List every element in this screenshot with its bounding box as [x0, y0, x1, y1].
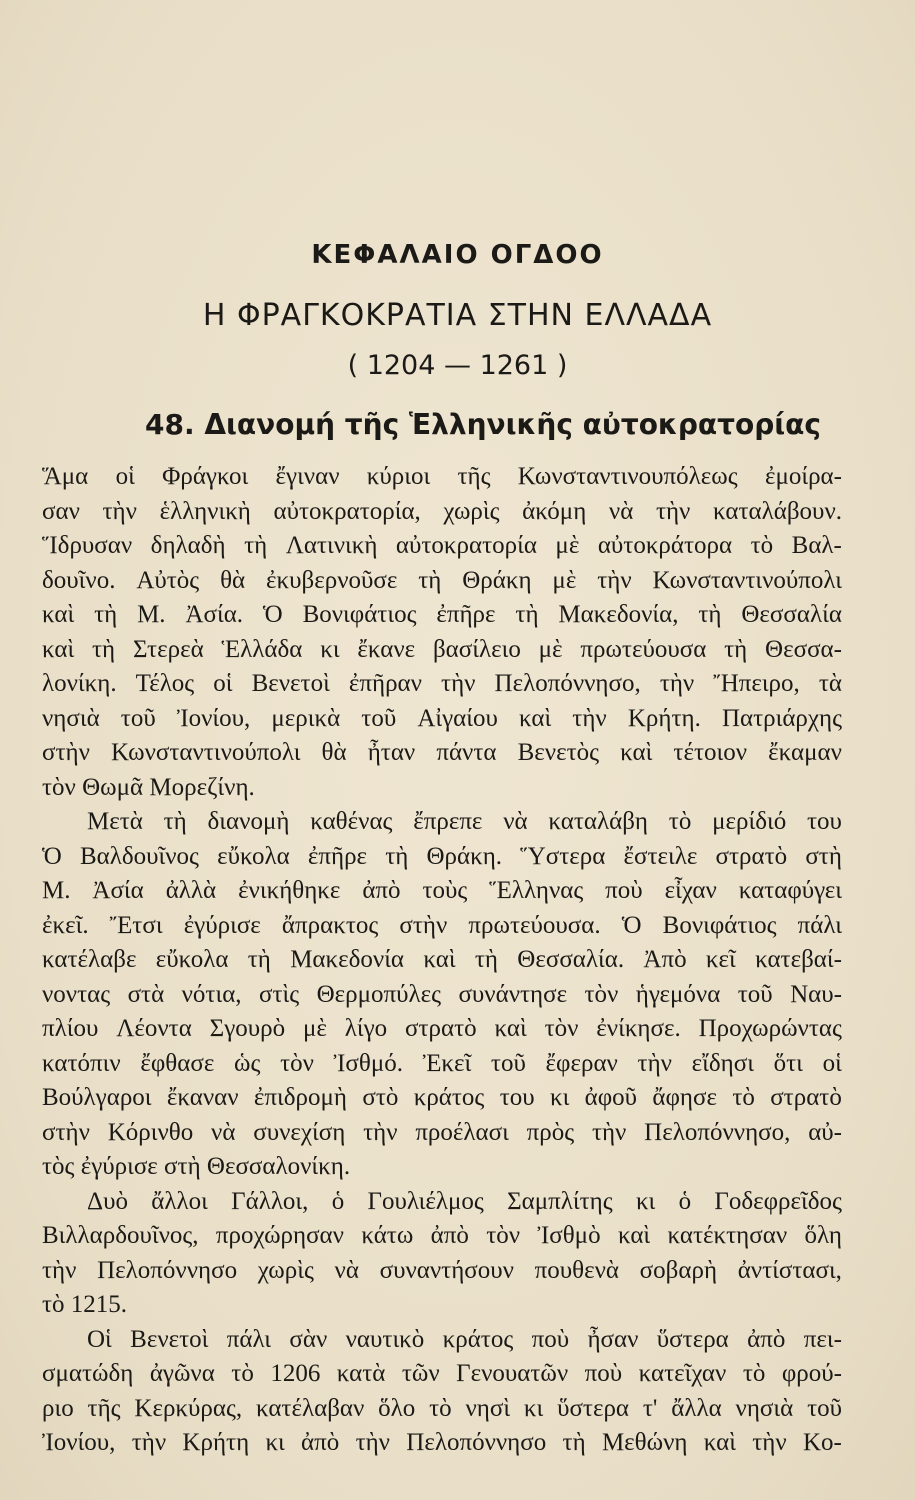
text-line: Οἱ Βενετοὶ πάλι σὰν ναυτικὸ κράτος ποὺ ἦσαν ὕστερα ἀπὸ πει- [87, 1325, 842, 1353]
text-line: νησιὰ τοῦ Ἰονίου, μερικὰ τοῦ Αἰγαίου καὶ τὴν Κρήτη. Πατριάρχης [42, 704, 842, 732]
text-line: τὴν Πελοπόννησο χωρὶς νὰ συναντήσουν πουθενὰ σοβαρὴ ἀντίστασι, [42, 1256, 842, 1284]
text-line: Βιλλαρδουῖνος, προχώρησαν κάτω ἀπὸ τὸν Ἰσθμὸ καὶ κατέκτησαν ὅλη [42, 1222, 842, 1249]
chapter-title: Η ΦΡΑΓΚΟΚΡΑΤΙΑ ΣΤΗΝ ΕΛΛΑΔΑ [202, 298, 713, 333]
text-line: νοντας στὰ νότια, στὶς Θερμοπύλες συνάντησε τὸν ἡγεμόνα τοῦ Ναυ- [42, 980, 842, 1008]
text-line: καὶ τὴ Μ. Ἀσία. Ὁ Βονιφάτιος ἐπῆρε τὴ Μακεδονία, τὴ Θεσσαλία [42, 601, 842, 628]
text-line: Μ. Ἀσία ἀλλὰ ἐνικήθηκε ἀπὸ τοὺς Ἕλληνας ποὺ εἶχαν καταφύγει [42, 877, 842, 904]
text-line: κατέλαβε εὔκολα τὴ Μακεδονία καὶ τὴ Θεσσαλία. Ἀπὸ κεῖ κατεβαί- [42, 946, 842, 973]
text-line: σματώδη ἀγῶνα τὸ 1206 κατὰ τῶν Γενουατῶν ποὺ κατεῖχαν τὸ φρού- [42, 1360, 842, 1387]
text-line: τὸ 1215. [42, 1291, 128, 1318]
chapter-years: ( 1204 — 1261 ) [347, 350, 568, 381]
text-line: στὴν Κόρινθο νὰ συνεχίση τὴν προέλασι πρὸς τὴν Πελοπόννησο, αὐ- [42, 1118, 842, 1146]
text-line: Ὁ Βαλδουῖνος εὔκολα ἐπῆρε τὴ Θράκη. Ὕστερα ἔστειλε στρατὸ στὴ [42, 842, 842, 870]
text-line: δουῖνο. Αὐτὸς θὰ ἐκυβερνοῦσε τὴ Θράκη μὲ τὴν Κωνσταντινούπολι [42, 566, 842, 594]
text-line: ριο τῆς Κερκύρας, κατέλαβαν ὅλο τὸ νησὶ κι ὕστερα τ' ἄλλα νησιὰ τοῦ [42, 1394, 842, 1422]
text-line: Δυὸ ἄλλοι Γάλλοι, ὁ Γουλιέλμος Σαμπλίτης κι ὁ Γοδεφρεῖδος [87, 1187, 842, 1215]
text-line: τὸν Θωμᾶ Μορεζίνη. [42, 773, 255, 801]
chapter-heading: ΚΕΦΑΛΑΙΟ ΟΓΔΟΟ [311, 240, 604, 270]
text-line: Μετὰ τὴ διανομὴ καθένας ἔπρεπε νὰ καταλάβη τὸ μερίδιό του [87, 808, 842, 835]
text-line: πλίου Λέοντα Σγουρὸ μὲ λίγο στρατὸ καὶ τὸν ἐνίκησε. Προχωρώντας [42, 1015, 842, 1042]
text-line: καὶ τὴ Στερεὰ Ἑλλάδα κι ἔκανε βασίλειο μὲ πρωτεύουσα τὴ Θεσσα- [42, 635, 842, 663]
text-line: Βούλγαροι ἔκαναν ἐπιδρομὴ στὸ κράτος του κι ἀφοῦ ἄφησε τὸ στρατὸ [42, 1084, 842, 1111]
text-line: στὴν Κωνσταντινούπολι θὰ ἦταν πάντα Βενετὸς καὶ τέτοιον ἔκαμαν [42, 739, 842, 766]
section-heading: 48. Διανομή τῆς Ἑλληνικῆς αὐτοκρατορίας [145, 408, 821, 441]
text-line: κατόπιν ἔφθασε ὡς τὸν Ἰσθμό. Ἐκεῖ τοῦ ἔφεραν τὴν εἴδησι ὅτι οἱ [42, 1049, 842, 1077]
text-line: Ἵδρυσαν δηλαδὴ τὴ Λατινικὴ αὐτοκρατορία μὲ αὐτοκράτορα τὸ Βαλ- [42, 532, 842, 559]
text-line: Ἰονίου, τὴν Κρήτη κι ἀπὸ τὴν Πελοπόννησο τὴ Μεθώνη καὶ τὴν Κο- [42, 1429, 842, 1456]
text-line: τὸς ἐγύρισε στὴ Θεσσαλονίκη. [42, 1153, 351, 1180]
body-text [42, 460, 842, 1461]
text-line: σαν τὴν ἑλληνικὴ αὐτοκρατορία, χωρὶς ἀκόμη νὰ τὴν καταλάβουν. [42, 497, 842, 525]
text-line: λονίκη. Τέλος οἱ Βενετοὶ ἐπῆραν τὴν Πελοπόννησο, τὴν Ἤπειρο, τὰ [42, 670, 842, 697]
text-line: ἐκεῖ. Ἔτσι ἐγύρισε ἄπρακτος στὴν πρωτεύουσα. Ὁ Βονιφάτιος πάλι [42, 911, 842, 939]
text-line: Ἅμα οἱ Φράγκοι ἔγιναν κύριοι τῆς Κωνσταντινουπόλεως ἐμοίρα- [42, 463, 842, 490]
